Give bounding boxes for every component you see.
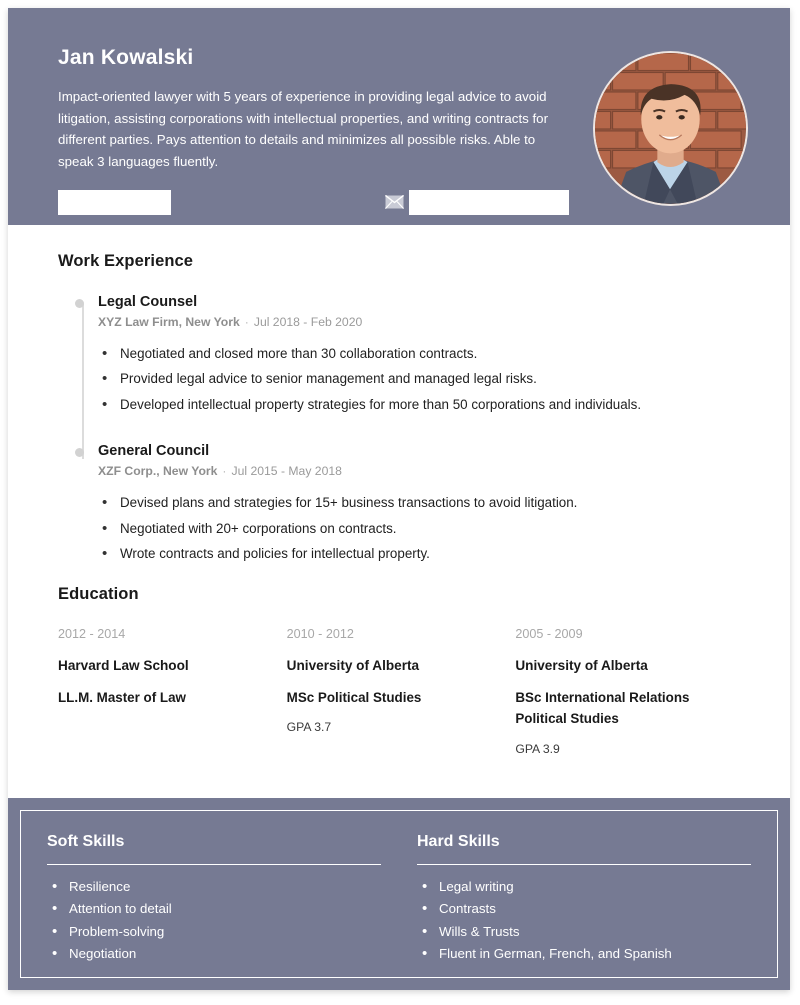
list-item: • Legal writing xyxy=(417,876,751,898)
professional-summary: Impact-oriented lawyer with 5 years of experience in providing legal advice to avoid litigation, assisting corporations with intellectual properties, and writing contracts for different parties. Pays attention to details and minimizes all possible risks. Able to speak 3 languages fluently. xyxy=(58,89,549,170)
soft-skills-heading: Soft Skills xyxy=(47,833,381,865)
education-years: 2012 - 2014 xyxy=(58,626,126,641)
job-bullet: • Provided legal advice to senior management and managed legal risks. xyxy=(98,368,744,389)
education-entry xyxy=(515,627,744,756)
job-meta-separator: · xyxy=(222,464,227,479)
email-field[interactable] xyxy=(409,190,569,215)
contact-row xyxy=(58,190,578,215)
job-role: General Council xyxy=(98,443,210,460)
hard-skills-column xyxy=(417,833,751,961)
education-years: 2010 - 2012 xyxy=(286,626,354,641)
work-entry xyxy=(98,294,744,415)
phone-field[interactable] xyxy=(58,190,171,215)
soft-skills-list xyxy=(47,876,381,965)
education-degree: MSc Political Studies xyxy=(286,689,422,705)
education-entry xyxy=(58,627,287,756)
job-company: XYZ Law Firm, New York xyxy=(98,315,240,329)
skills-section xyxy=(8,798,790,990)
list-item: • Problem-solving xyxy=(47,921,381,943)
education-title: Education xyxy=(58,584,139,603)
list-item: • Attention to detail xyxy=(47,898,381,920)
job-company: XZF Corp., New York xyxy=(98,464,218,479)
education-school: University of Alberta xyxy=(286,657,420,673)
job-meta xyxy=(98,315,744,329)
education-degree: BSc International Relations Political Studies xyxy=(515,689,690,727)
job-role: Legal Counsel xyxy=(98,294,198,310)
skills-frame xyxy=(20,810,778,978)
job-bullet: • Wrote contracts and policies for intellectual property. xyxy=(98,543,744,564)
job-bullet: • Developed intellectual property strategies for more than 50 corporations and individuals. xyxy=(98,394,744,415)
education-school: Harvard Law School xyxy=(58,657,189,673)
education-years: 2005 - 2009 xyxy=(515,626,583,641)
education-grid xyxy=(58,627,744,756)
resume-body xyxy=(8,225,790,798)
work-experience-timeline xyxy=(58,294,744,565)
hard-skills-list xyxy=(417,876,751,965)
list-item: • Wills & Trusts xyxy=(417,921,751,943)
envelope-icon xyxy=(385,195,404,209)
list-item: • Contrasts xyxy=(417,898,751,920)
page-title: Jan Kowalski xyxy=(58,46,194,69)
education-degree: LL.M. Master of Law xyxy=(58,689,186,705)
job-bullet-list xyxy=(98,343,744,415)
job-bullet: • Devised plans and strategies for 15+ business transactions to avoid litigation. xyxy=(98,492,744,513)
education-entry xyxy=(287,627,516,756)
soft-skills-column xyxy=(47,833,381,961)
avatar xyxy=(593,51,748,206)
job-meta xyxy=(98,464,744,478)
job-dates: Jul 2015 - May 2018 xyxy=(231,464,342,479)
resume-header xyxy=(8,8,790,225)
job-bullet: • Negotiated and closed more than 30 collaboration contracts. xyxy=(98,343,744,364)
education-school: University of Alberta xyxy=(515,657,648,673)
education-gpa: GPA 3.9 xyxy=(515,741,560,756)
list-item: • Resilience xyxy=(47,876,381,898)
timeline-line xyxy=(82,304,84,459)
job-bullet: • Negotiated with 20+ corporations on contracts. xyxy=(98,518,744,539)
list-item: • Fluent in German, French, and Spanish xyxy=(417,943,751,965)
education-gpa: GPA 3.7 xyxy=(286,720,332,735)
job-dates: Jul 2018 - Feb 2020 xyxy=(253,315,363,329)
header-text-block xyxy=(58,46,578,215)
job-meta-separator: · xyxy=(244,315,249,329)
timeline-dot-icon xyxy=(75,299,84,308)
work-entry xyxy=(98,443,744,564)
hard-skills-heading: Hard Skills xyxy=(417,833,751,865)
resume-card xyxy=(8,8,790,990)
list-item: • Negotiation xyxy=(47,943,381,965)
work-experience-title: Work Experience xyxy=(58,252,194,270)
job-bullet-list xyxy=(98,492,744,564)
